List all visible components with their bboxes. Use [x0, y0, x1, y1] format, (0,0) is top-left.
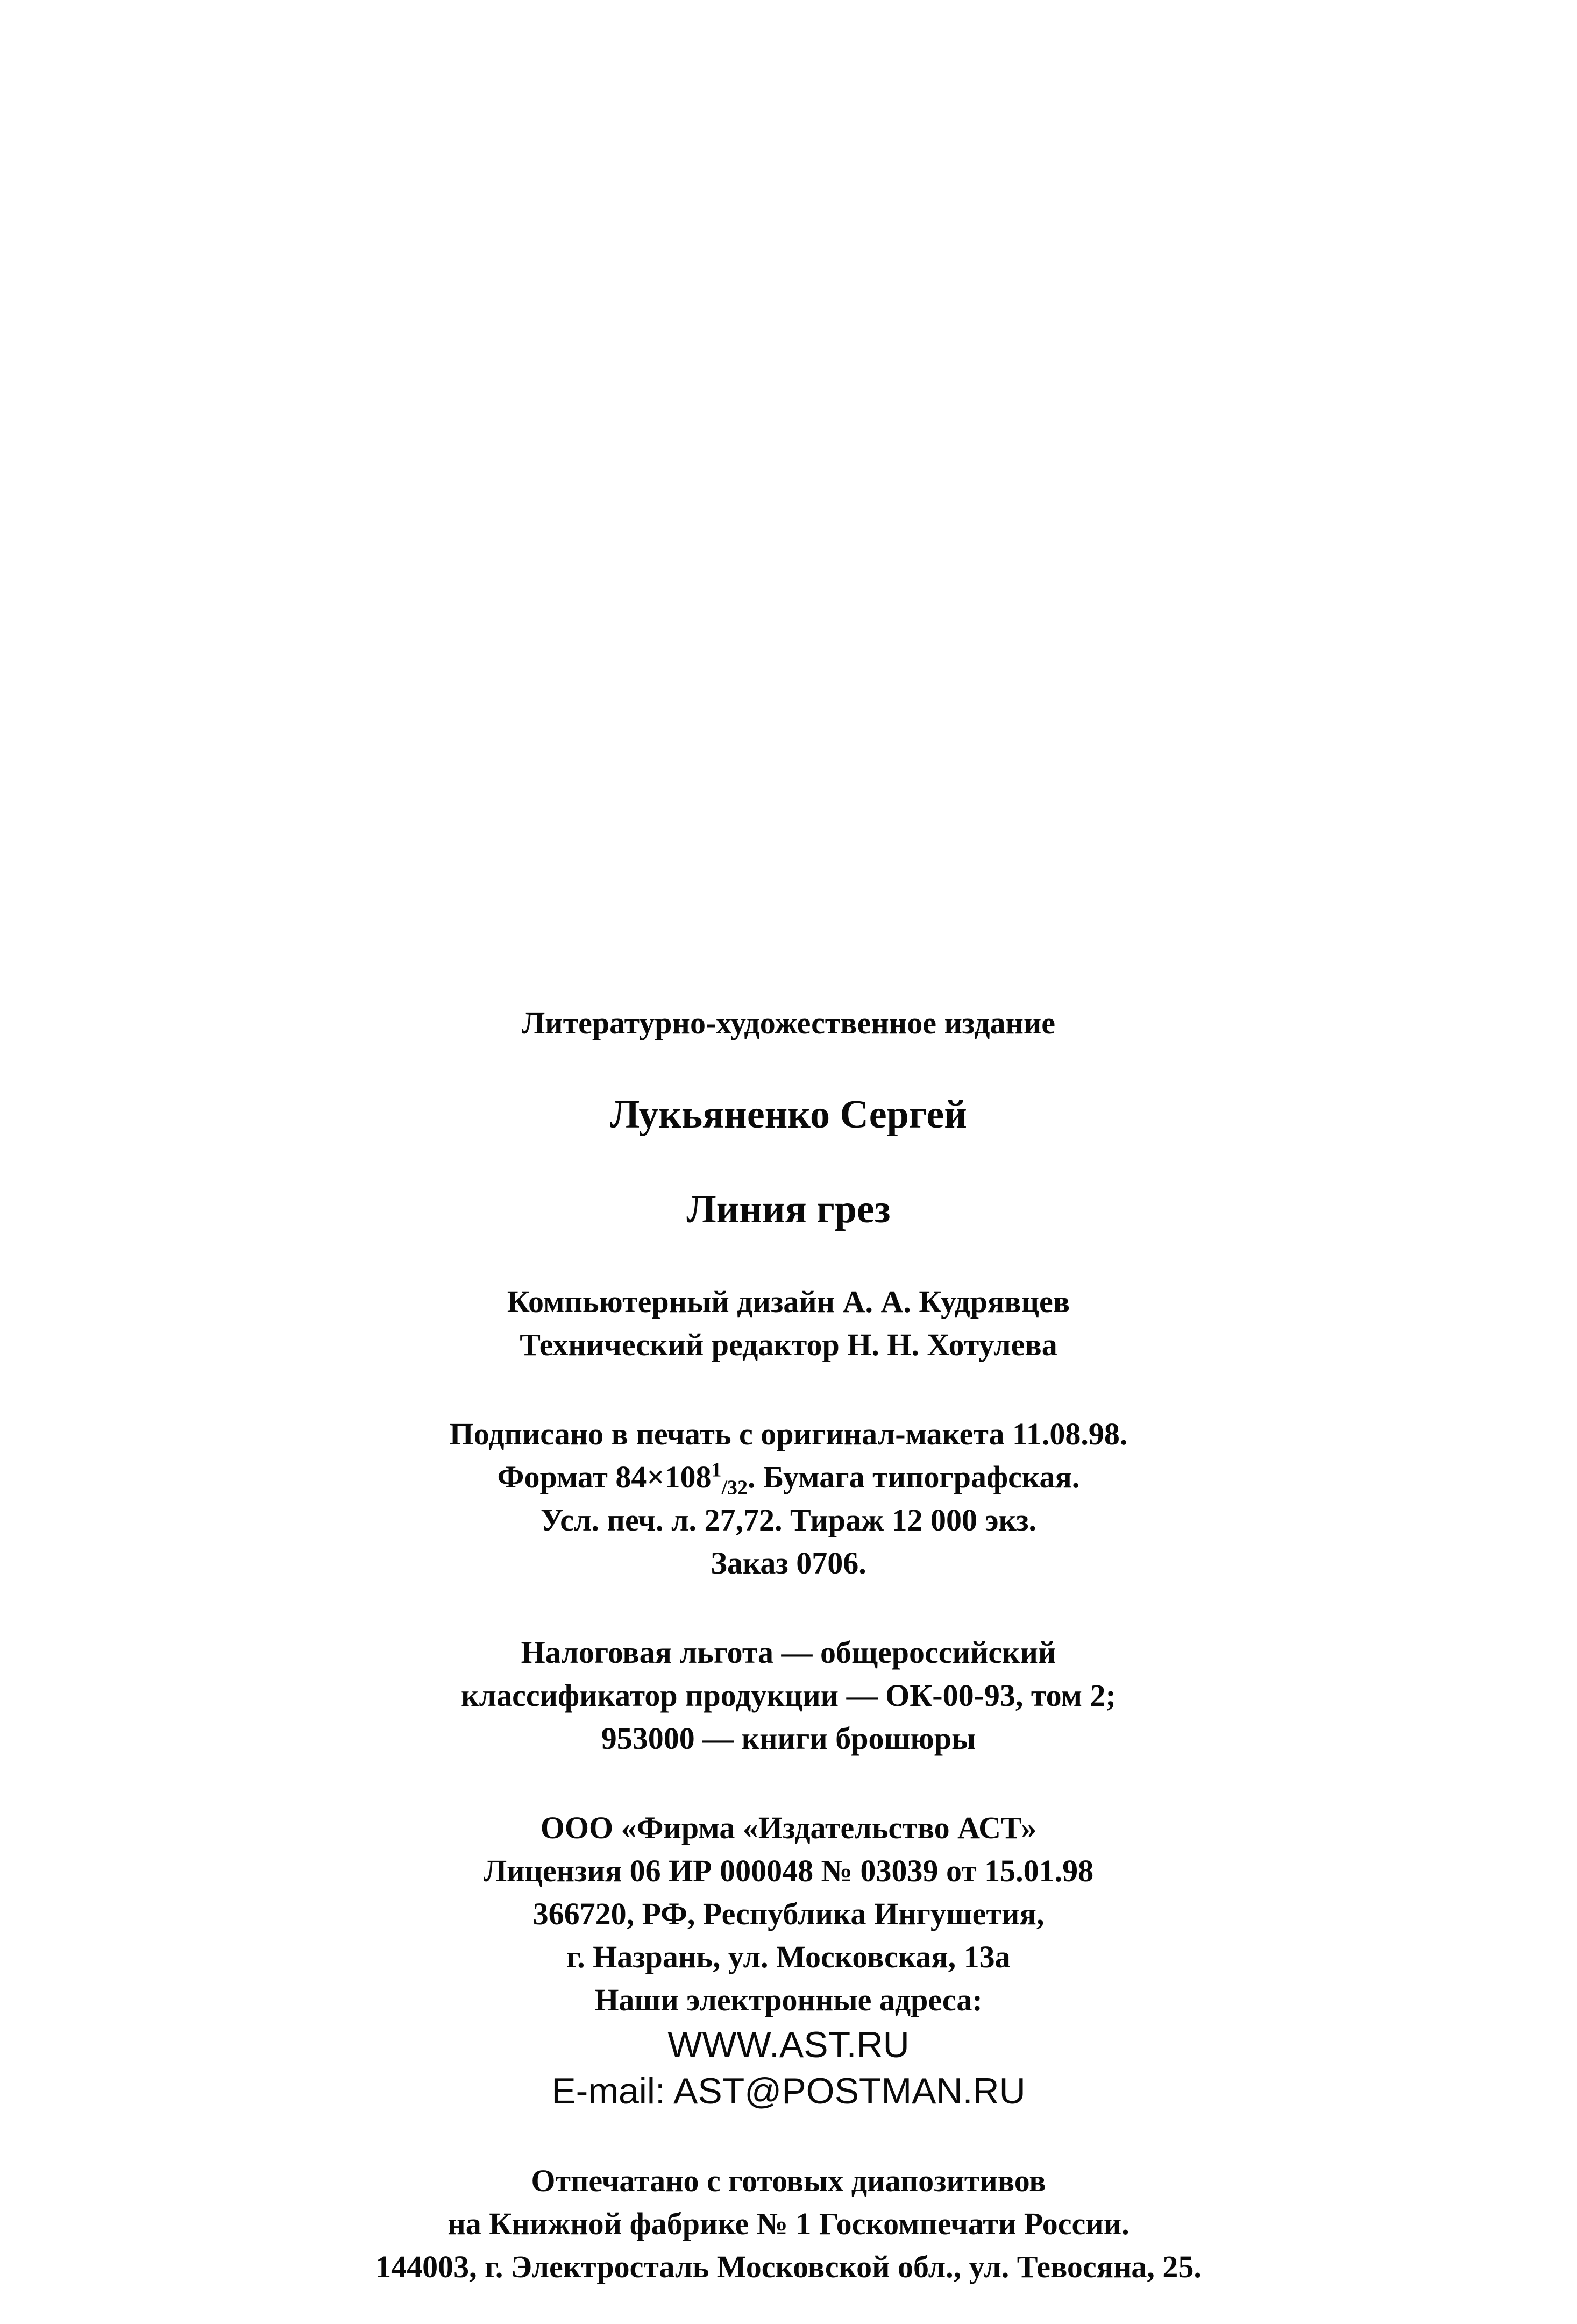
format-prefix: Формат 84 — [497, 1459, 647, 1494]
website-url: WWW.AST.RU — [667, 2024, 910, 2065]
format-suffix: . Бумага типографская. — [748, 1459, 1080, 1494]
spacer — [0, 1139, 1577, 1185]
tax-line: классификатор продукции — ОК-00-93, том 2; — [461, 1678, 1116, 1713]
edition-type: Литературно-художественное издание — [521, 1005, 1056, 1040]
publisher-line: Наши электронные адреса: — [594, 1982, 983, 2017]
times-sign: × — [647, 1459, 665, 1494]
printer-line: Отпечатано с готовых диапозитивов — [531, 2163, 1046, 2198]
publisher-line: Лицензия 06 ИР 000048 № 03039 от 15.01.98 — [483, 1853, 1094, 1888]
spacer — [0, 1366, 1577, 1413]
publisher-line: ООО «Фирма «Издательство АСТ» — [540, 1810, 1037, 1845]
spacer — [0, 1234, 1577, 1280]
tax-block — [0, 1631, 1577, 1760]
tax-line: Налоговая льгота — общероссийский — [521, 1635, 1056, 1670]
email-address: E-mail: AST@POSTMAN.RU — [551, 2071, 1026, 2112]
format-superscript: 1 — [711, 1458, 722, 1482]
author-name: Лукьяненко Сергей — [610, 1093, 967, 1137]
spacer — [0, 1585, 1577, 1631]
format-value: 108 — [664, 1459, 712, 1494]
print-info-block — [0, 1413, 1577, 1585]
spacer — [0, 2114, 1577, 2159]
printer-line: 144003, г. Электросталь Московской обл., ул. Тевосяна, 25. — [375, 2249, 1202, 2284]
credits-block — [0, 1280, 1577, 1366]
credit-line: Компьютерный дизайн А. А. Кудрявцев — [507, 1284, 1070, 1319]
tax-line: 953000 — книги брошюры — [601, 1721, 976, 1756]
publisher-line: г. Назрань, ул. Московская, 13а — [566, 1939, 1011, 1974]
signed-line: Подписано в печать с оригинал-макета 11.08.98. — [449, 1416, 1128, 1451]
printer-line: на Книжной фабрике № 1 Госкомпечати России. — [447, 2206, 1130, 2241]
book-title: Линия грез — [686, 1187, 891, 1231]
format-line — [0, 1456, 1577, 1499]
credit-line: Технический редактор Н. Н. Хотулева — [520, 1327, 1057, 1362]
spacer — [0, 1760, 1577, 1806]
spacer — [0, 1045, 1577, 1090]
printer-block — [0, 2159, 1577, 2288]
publisher-line: 366720, РФ, Республика Ингушетия, — [532, 1896, 1045, 1931]
order-line: Заказ 0706. — [711, 1546, 866, 1581]
volume-line: Усл. печ. л. 27,72. Тираж 12 000 экз. — [540, 1503, 1037, 1537]
publisher-block — [0, 1806, 1577, 2114]
format-subscript: /32 — [721, 1476, 748, 1499]
imprint-page — [0, 1002, 1577, 2288]
